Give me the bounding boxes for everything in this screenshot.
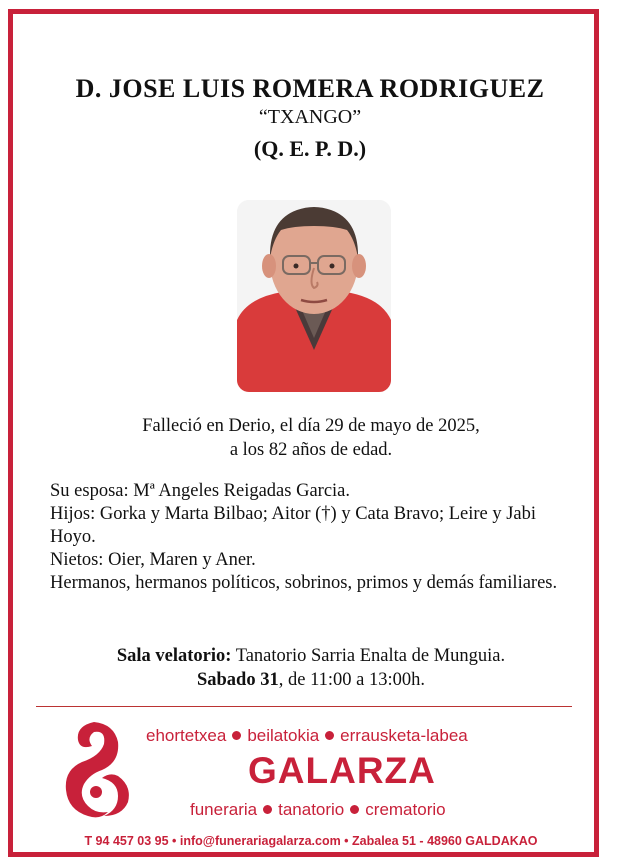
service-ehortetxea: ehortetxea: [146, 726, 227, 745]
service-beilatokia: beilatokia: [247, 726, 320, 745]
bullet-dot-icon: [263, 805, 272, 814]
bullet-dot-icon: [350, 805, 359, 814]
portrait-photo: [237, 200, 391, 392]
death-notice: [0, 414, 622, 462]
children-line: Hijos: Gorka y Marta Bilbao; Aitor (†) y Cata Bravo; Leire y Jabi Hoyo.: [50, 504, 537, 547]
relatives-line: Hermanos, hermanos políticos, sobrinos, primos y demás familiares.: [50, 573, 558, 593]
services-basque: [146, 726, 468, 746]
wake-time-line: [0, 668, 622, 692]
divider-line: [36, 706, 572, 707]
wake-location-line: [0, 644, 622, 668]
qepd-label: (Q. E. P. D.): [253, 136, 367, 161]
contact-line: T 94 457 03 95 • info@funerariagalarza.com • Zabalea 51 - 48960 GALDAKAO: [84, 834, 538, 848]
service-tanatorio: tanatorio: [278, 800, 345, 819]
bullet-dot-icon: [325, 731, 334, 740]
bullet-dot-icon: [232, 731, 241, 740]
wake-place: Tanatorio Sarria Enalta de Munguia.: [231, 646, 506, 666]
nickname: “TXANGO”: [258, 106, 362, 128]
death-line-2: a los 82 años de edad.: [229, 440, 393, 460]
wake-info: [0, 644, 622, 692]
deceased-name: D. JOSE LUIS ROMERA RODRIGUEZ: [75, 74, 545, 103]
family-list: [50, 480, 570, 595]
service-errausketa: errausketa-labea: [340, 726, 468, 745]
brand-name: GALARZA: [248, 750, 436, 791]
death-line-1: Falleció en Derio, el día 29 de mayo de 2025,: [142, 416, 480, 436]
service-funeraria: funeraria: [190, 800, 258, 819]
grandchildren-line: Nietos: Oier, Maren y Aner.: [50, 550, 256, 570]
spouse-line: Su esposa: Mª Angeles Reigadas Garcia.: [50, 481, 351, 501]
service-crematorio: crematorio: [365, 800, 446, 819]
portrait-illustration: [237, 200, 391, 392]
wake-time: , de 11:00 a 13:00h.: [278, 670, 425, 690]
wake-label: Sala velatorio:: [116, 646, 232, 666]
services-spanish: [190, 800, 446, 820]
wake-day: Sabado 31: [196, 670, 279, 690]
galarza-logo-icon: [52, 716, 136, 824]
